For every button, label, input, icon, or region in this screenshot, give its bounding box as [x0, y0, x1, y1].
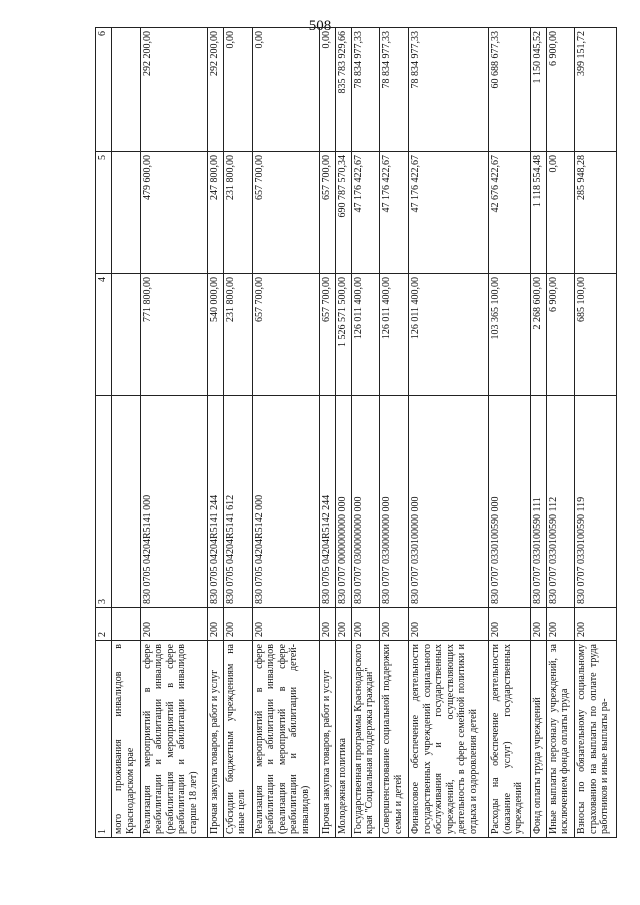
- table-cell-v6: 0,00: [223, 28, 252, 152]
- header-col-6: 6: [96, 28, 112, 152]
- table-row: [351, 28, 380, 838]
- table-row: [546, 28, 575, 838]
- table-row: [140, 28, 207, 838]
- table-row: [409, 28, 489, 838]
- table-cell-code: 200: [207, 608, 223, 641]
- table-cell-kbk: 830 0705 04204R5141 000: [140, 396, 207, 608]
- table-cell-name: Прочая закупка товаров, работ и услуг: [319, 641, 335, 838]
- table-cell-v6: 78 834 977,33: [409, 28, 489, 152]
- table-cell-kbk: 830 0705 04204R5141 612: [223, 396, 252, 608]
- table-cell-v4: 540 000,00: [207, 274, 223, 396]
- table-cell-code: 200: [351, 608, 380, 641]
- table-cell-v5: 690 787 570,34: [335, 152, 351, 274]
- table-cell-v4: 126 011 400,00: [380, 274, 409, 396]
- table-cell-name: Реализация мероприятий в сфере реабилитации и абилитации инвалидов (реализация мероприятий в сфере реабилитации и абилитации детей-инвалидов): [252, 641, 319, 838]
- table-row: [207, 28, 223, 838]
- table-cell-v6: 0,00: [252, 28, 319, 152]
- table-cell-kbk: 830 0705 04204R5142 000: [252, 396, 319, 608]
- table-cell-v4: 6 900,00: [546, 274, 575, 396]
- table-cell-code: 200: [319, 608, 335, 641]
- table-cell-name: мого проживания инвалидов в Краснодарском крае: [112, 641, 141, 838]
- table-cell-v5: 657 700,00: [252, 152, 319, 274]
- table-cell-name: Государственная программа Краснодарского края "Социальная поддержка граждан": [351, 641, 380, 838]
- table-row: [223, 28, 252, 838]
- table-cell-name: Взносы по обязательному социальному страхованию на выплаты по оплате труда работников и иные выплаты ра-: [575, 641, 617, 838]
- table-cell-name: Прочая закупка товаров, работ и услуг: [207, 641, 223, 838]
- table-cell-name: Финансовое обеспечение деятельности государственных учреждений социального обслуживания и государственных учреждений, осуществляющих деятельность в сфере семейной политики и отдыха и оздоровления детей: [409, 641, 489, 838]
- table-cell-kbk: 830 0707 0330100590 119: [575, 396, 617, 608]
- page-number: 508: [308, 18, 332, 34]
- table-cell-kbk: 830 0707 0000000000 000: [335, 396, 351, 608]
- table-row: [530, 28, 546, 838]
- table-row: [335, 28, 351, 838]
- table-cell-name: Иные выплаты персоналу учреждений, за исключением фонда оплаты труда: [546, 641, 575, 838]
- table-row: [112, 28, 141, 838]
- table-body: [112, 28, 617, 838]
- table-cell-v4: 771 800,00: [140, 274, 207, 396]
- table-cell-v4: 2 268 600,00: [530, 274, 546, 396]
- table-cell-v6: 78 834 977,33: [380, 28, 409, 152]
- table-cell-v5: 47 176 422,67: [409, 152, 489, 274]
- table-cell-name: Фонд оплаты труда учреждений: [530, 641, 546, 838]
- table-cell-v4: 126 011 400,00: [351, 274, 380, 396]
- table-cell-v5: 657 700,00: [319, 152, 335, 274]
- table-cell-name: Расходы на обеспечение деятельности (оказание услуг) государственных учреждений: [489, 641, 531, 838]
- table-cell-kbk: 830 0705 04204R5142 244: [319, 396, 335, 608]
- table-cell-v5: 1 118 554,48: [530, 152, 546, 274]
- table-cell-kbk: 830 0707 0330000000 000: [380, 396, 409, 608]
- table-cell-kbk: 830 0707 0330100590 112: [546, 396, 575, 608]
- table-cell-v6: 835 783 929,66: [335, 28, 351, 152]
- header-col-2: 2: [96, 608, 112, 641]
- table-cell-v6: 0,00: [319, 28, 335, 152]
- table-cell-code: 200: [223, 608, 252, 641]
- table-cell-v4: 126 011 400,00: [409, 274, 489, 396]
- table-cell-v4: 657 700,00: [319, 274, 335, 396]
- table-cell-kbk: 830 0707 0330100000 000: [409, 396, 489, 608]
- table-cell-v6: 292 200,00: [140, 28, 207, 152]
- table-cell-code: 200: [409, 608, 489, 641]
- table-row: [380, 28, 409, 838]
- table-cell-kbk: 830 0707 0330100590 111: [530, 396, 546, 608]
- table-cell-v6: 60 688 677,33: [489, 28, 531, 152]
- table-cell-v4: 231 800,00: [223, 274, 252, 396]
- table-cell-v6: [112, 28, 141, 152]
- table-row: [319, 28, 335, 838]
- table-cell-name: Совершенствование социальной поддержки семьи и детей: [380, 641, 409, 838]
- table-cell-v5: 42 676 422,67: [489, 152, 531, 274]
- table-cell-v5: 285 948,28: [575, 152, 617, 274]
- table-cell-code: 200: [546, 608, 575, 641]
- table-cell-v5: 47 176 422,67: [380, 152, 409, 274]
- table-cell-v6: 399 151,72: [575, 28, 617, 152]
- budget-table: [95, 27, 617, 838]
- table-cell-v6: 78 834 977,33: [351, 28, 380, 152]
- header-col-4: 4: [96, 274, 112, 396]
- table-row: [252, 28, 319, 838]
- table-cell-v5: 47 176 422,67: [351, 152, 380, 274]
- table-cell-v5: 247 800,00: [207, 152, 223, 274]
- header-col-1: 1: [96, 641, 112, 838]
- table-cell-v4: 103 365 100,00: [489, 274, 531, 396]
- table-row: [575, 28, 617, 838]
- table-cell-code: [112, 608, 141, 641]
- table-cell-code: 200: [335, 608, 351, 641]
- table-cell-kbk: [112, 396, 141, 608]
- table-cell-code: 200: [530, 608, 546, 641]
- table-cell-code: 200: [489, 608, 531, 641]
- table-cell-v6: 292 200,00: [207, 28, 223, 152]
- rotated-table-container: [95, 31, 617, 838]
- table-cell-v5: 231 800,00: [223, 152, 252, 274]
- table-cell-v4: 657 700,00: [252, 274, 319, 396]
- rotated-table-region: [95, 31, 617, 838]
- table-cell-v4: 685 100,00: [575, 274, 617, 396]
- table-cell-v5: 0,00: [546, 152, 575, 274]
- table-cell-code: 200: [140, 608, 207, 641]
- table-cell-name: Субсидии бюджетным учреждениям на иные цели: [223, 641, 252, 838]
- table-row: [489, 28, 531, 838]
- table-cell-v6: 1 150 045,52: [530, 28, 546, 152]
- header-col-3: 3: [96, 396, 112, 608]
- table-cell-name: Молодежная политика: [335, 641, 351, 838]
- table-cell-code: 200: [380, 608, 409, 641]
- table-cell-v6: 6 900,00: [546, 28, 575, 152]
- table-cell-v4: 1 526 571 500,00: [335, 274, 351, 396]
- table-cell-v5: [112, 152, 141, 274]
- table-cell-code: 200: [252, 608, 319, 641]
- table-cell-kbk: 830 0707 0300000000 000: [351, 396, 380, 608]
- header-row: [96, 28, 112, 838]
- table-cell-code: 200: [575, 608, 617, 641]
- table-cell-v4: [112, 274, 141, 396]
- table-cell-kbk: 830 0705 04204R5141 244: [207, 396, 223, 608]
- header-col-5: 5: [96, 152, 112, 274]
- table-cell-kbk: 830 0707 0330100590 000: [489, 396, 531, 608]
- table-cell-v5: 479 600,00: [140, 152, 207, 274]
- table-cell-name: Реализация мероприятий в сфере реабилитации и абилитации инвалидов (реабилитация мероприятий в сфере реабилитации и абилитации инвалидов старше 18 лет): [140, 641, 207, 838]
